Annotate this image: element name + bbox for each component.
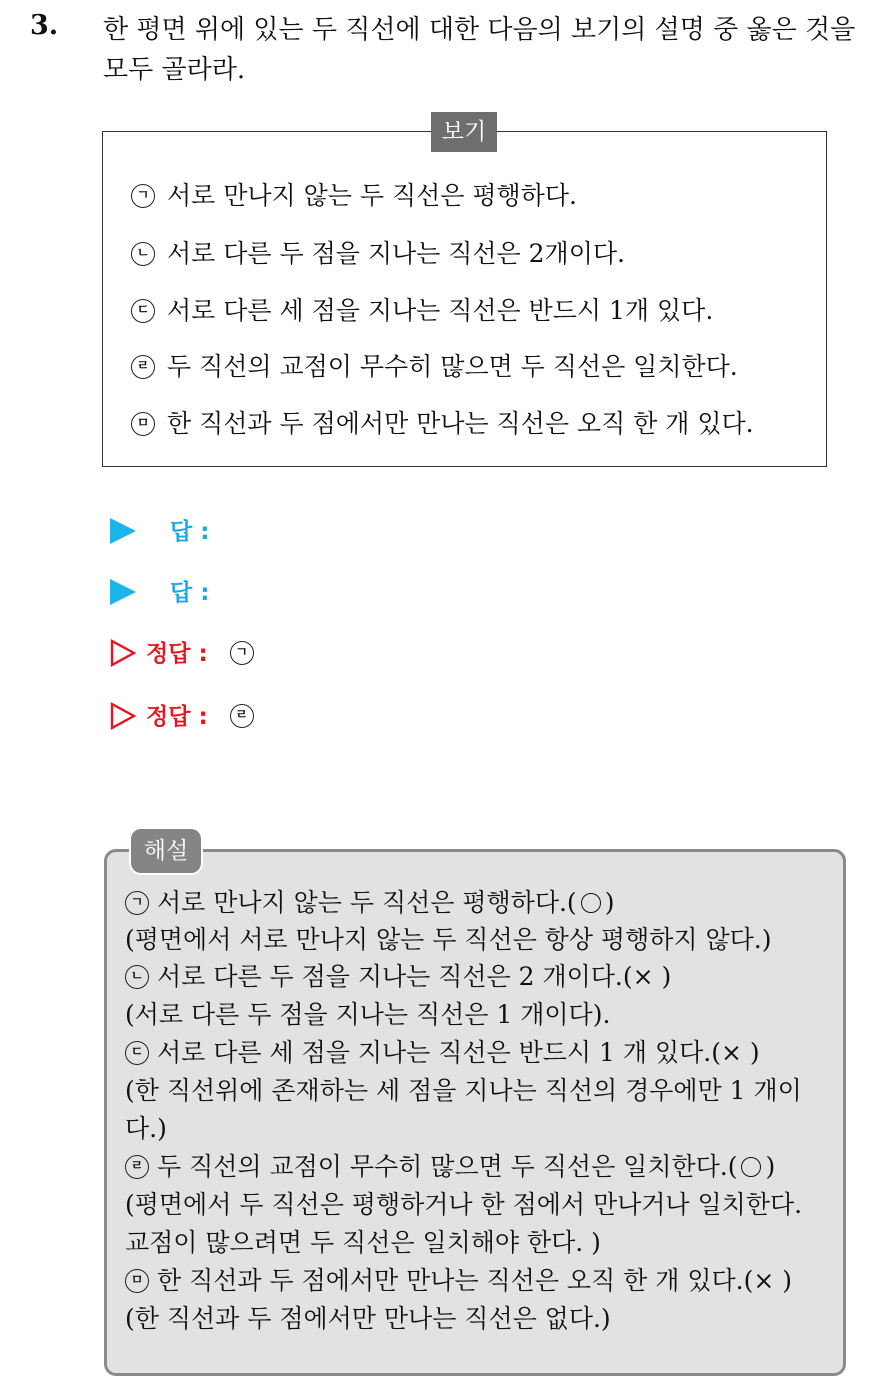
circled-marker-icon: ㄹ: [230, 704, 254, 728]
circle-mark-icon: [581, 893, 601, 913]
correct-answer-value: [230, 634, 266, 674]
circled-marker-icon: ㅁ: [131, 412, 155, 436]
bogi-item-text: 두 직선의 교점이 무수히 많으면 두 직선은 일치한다.: [167, 352, 738, 381]
question-number: 3.: [30, 10, 59, 41]
explanation-text: 서로 만나지 않는 두 직선은 평행하다.(: [157, 888, 577, 917]
circled-marker-icon: ㄴ: [125, 965, 149, 989]
bogi-item-text: 서로 다른 두 점을 지나는 직선은 2개이다.: [167, 239, 625, 268]
outline-triangle-icon: [110, 702, 136, 730]
answer-row: [110, 573, 209, 613]
answer-label: 답 :: [170, 580, 210, 606]
circled-marker-icon: ㄱ: [230, 641, 254, 665]
explanation-line: 교점이 많으려면 두 직선은 일치해야 한다. ): [125, 1228, 601, 1257]
bogi-label: 보기: [431, 112, 497, 152]
correct-answer-row: [110, 634, 266, 674]
explanation-line: [125, 1148, 775, 1185]
circled-marker-icon: ㄷ: [125, 1041, 149, 1065]
bogi-item: [131, 349, 738, 385]
bogi-item: [131, 178, 577, 214]
circled-marker-icon: ㅁ: [125, 1269, 149, 1293]
circled-marker-icon: ㄱ: [131, 184, 155, 208]
bogi-item-text: 한 직선과 두 점에서만 만나는 직선은 오직 한 개 있다.: [167, 409, 754, 438]
bogi-item-text: 서로 만나지 않는 두 직선은 평행하다.: [167, 181, 577, 210]
explanation-text: 서로 다른 세 점을 지나는 직선은 반드시 1 개 있다.(× ): [157, 1038, 760, 1067]
correct-answer-label: 정답 :: [146, 704, 208, 730]
explanation-line: [125, 1034, 760, 1071]
explanation-text: 한 직선과 두 점에서만 만나는 직선은 오직 한 개 있다.(× ): [157, 1266, 793, 1295]
bogi-item: [131, 293, 713, 329]
circled-marker-icon: ㄷ: [131, 299, 155, 323]
explanation-suffix: ): [604, 888, 615, 917]
correct-answer-label: 정답 :: [146, 641, 208, 667]
circled-marker-icon: ㄹ: [131, 355, 155, 379]
explanation-line: [125, 1262, 792, 1299]
explanation-text: 두 직선의 교점이 무수히 많으면 두 직선은 일치한다.(: [157, 1152, 738, 1181]
play-triangle-icon: [110, 518, 136, 544]
bogi-item-text: 서로 다른 세 점을 지나는 직선은 반드시 1개 있다.: [167, 296, 714, 325]
explanation-line: (평면에서 서로 만나지 않는 두 직선은 항상 평행하지 않다.): [125, 925, 772, 954]
explanation-line: (한 직선위에 존재하는 세 점을 지나는 직선의 경우에만 1 개이: [125, 1076, 802, 1105]
play-triangle-icon: [110, 579, 136, 605]
explanation-suffix: ): [765, 1152, 776, 1181]
correct-answer-row: [110, 697, 266, 737]
bogi-item: [131, 236, 625, 272]
answer-label: 답 :: [170, 519, 210, 545]
explanation-line: 다.): [125, 1114, 167, 1143]
explanation-line: (서로 다른 두 점을 지나는 직선은 1 개이다).: [125, 1000, 611, 1029]
circled-marker-icon: ㄹ: [125, 1155, 149, 1179]
bogi-item: [131, 406, 754, 442]
explanation-line: (한 직선과 두 점에서만 만나는 직선은 없다.): [125, 1304, 611, 1333]
circled-marker-icon: ㄴ: [131, 242, 155, 266]
circled-marker-icon: ㄱ: [125, 891, 149, 915]
correct-answer-value: [230, 697, 266, 737]
explanation-line: [125, 884, 614, 921]
explanation-line: [125, 958, 671, 995]
outline-triangle-icon: [110, 639, 136, 667]
answer-row: [110, 512, 209, 552]
explanation-line: (평면에서 두 직선은 평행하거나 한 점에서 만나거나 일치한다.: [125, 1190, 803, 1219]
question-text: 한 평면 위에 있는 두 직선에 대한 다음의 보기의 설명 중 옳은 것을 모두 골라라.: [103, 15, 856, 85]
circle-mark-icon: [741, 1157, 761, 1177]
explanation-label: 해설: [129, 827, 203, 875]
explanation-text: 서로 다른 두 점을 지나는 직선은 2 개이다.(× ): [157, 962, 672, 991]
